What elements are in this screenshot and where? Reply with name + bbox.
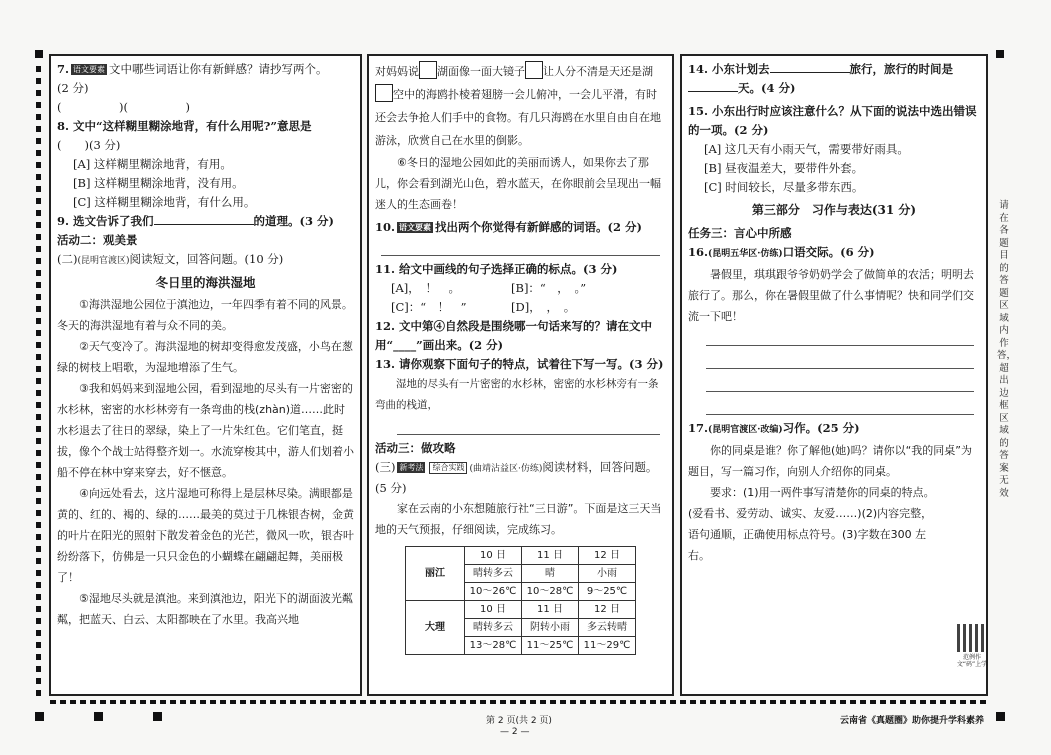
question-10: 10. 语文要素 找出两个你觉得有新鲜感的词语。(2 分)	[375, 220, 642, 234]
answer-blank[interactable]	[154, 224, 254, 225]
paragraph-5: ⑤湿地尽头就是滇池。来到滇池边，阳光下的湖面波光粼粼，把蓝天、白云、太阳都映在了水里。我高兴地	[57, 592, 353, 626]
option-d[interactable]: [D]， ， 。	[511, 300, 576, 314]
question-12: 12. 文中第④自然段是围绕哪一句话来写的？请在文中用“____”画出来。(2 分)	[375, 319, 653, 352]
answer-blank[interactable]	[688, 91, 738, 92]
options-row-1	[391, 279, 666, 298]
task-heading: 任务三：言心中所感	[688, 226, 792, 240]
example-sentence: 湿地的尽头有一片密密的水杉林，密密的水杉林旁有一条弯曲的栈道，	[375, 378, 659, 411]
options-row-2	[391, 298, 666, 317]
alignment-mark	[35, 712, 44, 721]
question-15: 15. 小东出行时应该注意什么？从下面的说法中选出错误的一项。(2 分)	[688, 104, 977, 137]
answer-line[interactable]	[706, 350, 974, 369]
skill-tag: 语文要素	[399, 223, 432, 232]
table-row	[406, 601, 636, 619]
answer-line[interactable]	[397, 416, 660, 435]
section-heading: (三) 新考法 综合实践 (曲靖沾益区·仿练)阅读材料，回答问题。(5 分)	[375, 460, 658, 495]
option-c[interactable]: [C]：“ ！ ”	[391, 300, 467, 314]
option-a[interactable]: [A] 这几天有小雨天气，需要带好雨具。	[704, 142, 909, 156]
answer-blanks[interactable]: ( )( )	[57, 100, 190, 114]
temp-cell: 10～26℃	[465, 583, 522, 601]
practice-tag: 综合实践	[429, 462, 467, 474]
column-right	[680, 54, 988, 696]
brand-footer: 云南省《真题圈》助你提升学科素养	[840, 716, 985, 726]
skill-tag: 语文要素	[73, 65, 106, 74]
paragraph-5-continued: 对妈妈说 湖面像一面大镜子 让人分不清是天还是湖空中的海鸥扑棱着翅膀一会儿俯冲，一会儿平滑，有时还会去争抢人们手中的食物。有几只海鸥在水里自由自在地游泳，欣赏自己在水里的倒影。	[375, 60, 666, 152]
question-14: 14. 小东计划去 旅行，旅行的时间是 天。(4 分)	[688, 62, 954, 95]
temp-cell: 13～28℃	[465, 637, 522, 655]
qr-code[interactable]	[957, 624, 985, 652]
city-cell: 大理	[406, 601, 465, 655]
alignment-mark	[35, 50, 43, 58]
alignment-mark	[996, 712, 1005, 721]
question-11: 11. 给文中画线的句子选择正确的标点。(3 分)	[375, 262, 618, 276]
timing-marks-bottom	[50, 700, 990, 704]
question-16-body: 暑假里，琪琪跟爷爷奶奶学会了做简单的农活；明明去旅行了。那么，你在暑假里做了什么事情呢？快和同学们交流一下吧！	[688, 268, 974, 323]
question-17: 17.(昆明官渡区·改编)习作。(25 分)	[688, 421, 860, 435]
qr-caption: 范例作文“码”上学	[956, 654, 988, 668]
option-b[interactable]: [B]：“ ， 。”	[511, 281, 587, 295]
date-cell: 10 日	[465, 547, 522, 565]
temp-cell: 11～29℃	[579, 637, 636, 655]
punctuation-box[interactable]	[525, 61, 543, 79]
weather-cell: 阴转小雨	[522, 619, 579, 637]
timing-marks-left	[36, 66, 41, 696]
page-indicator: 第 2 页(共 2 页)	[486, 716, 552, 726]
paragraph-4: ④向远处看去，这片湿地可称得上是层林尽染。满眼都是黄的、红的、褐的、绿的……最美的莫过于几株银杏树，金黄的叶片在阳光的照射下散发着金色的光芒，微风一吹，银杏叶纷纷落下，仿佛是一只只金色的小蝴蝶在翩翩起舞，美丽极了！	[57, 487, 354, 584]
activity-heading: 活动二：观美景	[57, 233, 138, 247]
question-8: 8. 文中“这样糊里糊涂地背，有什么用呢?”意思是 ( )(3 分)	[57, 119, 312, 152]
temp-cell: 10～28℃	[522, 583, 579, 601]
table-row	[406, 547, 636, 565]
question-7: 7. 语文要素 文中哪些词语让你有新鲜感？请抄写两个。 (2 分) ( )( )	[57, 62, 328, 114]
punctuation-box[interactable]	[375, 84, 393, 102]
weather-cell: 晴转多云	[465, 565, 522, 583]
paragraph-1: ①海洪湿地公园位于滇池边，一年四季有着不同的风景。冬天的海洪湿地有着与众不同的美。	[57, 298, 353, 332]
column-left	[49, 54, 362, 696]
new-format-tag: 新考法	[399, 463, 424, 472]
paragraph-3: ③我和妈妈来到湿地公园，看到湿地的尽头有一片密密的水杉林，密密的水杉林旁有一条弯曲的栈(zhàn)道……此时水杉退去了往日的翠绿，染上了一片朱红色。它们笔直，挺拔，像个个战士站得整齐划一。水流穿梭其中，游人们划着小船不停在林中穿来穿去，好不惬意。	[57, 382, 354, 479]
option-a[interactable]: [A] 这样糊里糊涂地背，有用。	[73, 157, 232, 171]
question-17-body: 你的同桌是谁？你了解他(她)吗？请你以“我的同桌”为题目，写一篇习作，向别人介绍你的同桌。	[688, 444, 972, 478]
alignment-mark	[153, 712, 162, 721]
column-middle	[367, 54, 674, 696]
question-16: 16.(昆明五华区·仿练)口语交际。(6 分)	[688, 245, 875, 259]
weather-table	[405, 546, 636, 655]
answer-line[interactable]	[706, 396, 974, 415]
answer-paren[interactable]: ( )(3 分)	[57, 138, 121, 152]
alignment-mark	[996, 50, 1004, 58]
answer-blank[interactable]	[770, 72, 850, 73]
material-intro: 家在云南的小东想随旅行社“三日游”。下面是这三天当地的天气预报，仔细阅读，完成练习。	[375, 502, 662, 536]
city-cell: 丽江	[406, 547, 465, 601]
question-13: 13. 请你观察下面句子的特点，试着往下写一写。(3 分)	[375, 357, 664, 371]
weather-cell: 小雨	[579, 565, 636, 583]
answer-zone-notice: 请在各题目的答题区域内作答，超出边框区域的答案无效	[997, 200, 1017, 499]
alignment-mark	[94, 712, 103, 721]
answer-line[interactable]	[706, 373, 974, 392]
weather-cell: 晴转多云	[465, 619, 522, 637]
temp-cell: 11～25℃	[522, 637, 579, 655]
date-cell: 12 日	[579, 601, 636, 619]
date-cell: 10 日	[465, 601, 522, 619]
date-cell: 11 日	[522, 601, 579, 619]
paragraph-2: ②天气变冷了。海洪湿地的树却变得愈发茂盛，小鸟在葱绿的树枝上唱歌，为湿地增添了生气。	[57, 340, 353, 374]
weather-cell: 晴	[522, 565, 579, 583]
option-b[interactable]: [B] 昼夜温差大，要带件外套。	[704, 161, 864, 175]
answer-line[interactable]	[381, 237, 660, 256]
temp-cell: 9～25℃	[579, 583, 636, 601]
question-17-requirements: 要求：(1)用一两件事写清楚你的同桌的特点。(爱看书、爱劳动、诚实、友爱……)(2)内容完整，语句通顺，正确使用标点符号。(3)字数在300 左右。	[688, 486, 935, 562]
option-b[interactable]: [B] 这样糊里糊涂地背，没有用。	[73, 176, 244, 190]
part-heading: 第三部分 习作与表达(31 分)	[751, 203, 917, 217]
question-9: 9. 选文告诉了我们 的道理。(3 分)	[57, 214, 334, 228]
page-number: — 2 —	[500, 727, 530, 737]
punctuation-box[interactable]	[419, 61, 437, 79]
date-cell: 11 日	[522, 547, 579, 565]
essay-title: 冬日里的海洪湿地	[155, 275, 256, 290]
section-heading: (二)(昆明官渡区)阅读短文，回答问题。(10 分)	[57, 252, 284, 266]
option-a[interactable]: [A]， ！ 。	[391, 281, 461, 295]
paragraph-6: ⑥冬日的湿地公园如此的美丽而诱人，如果你去了那儿，你会看到湖光山色，碧水蓝天，在你眼前会呈现出一幅迷人的生态画卷！	[375, 156, 661, 211]
activity-heading: 活动三：做攻略	[375, 441, 456, 455]
weather-cell: 多云转晴	[579, 619, 636, 637]
answer-line[interactable]	[706, 327, 974, 346]
option-c[interactable]: [C] 这样糊里糊涂地背，有什么用。	[73, 195, 256, 209]
option-c[interactable]: [C] 时间较长，尽量多带东西。	[704, 180, 864, 194]
date-cell: 12 日	[579, 547, 636, 565]
